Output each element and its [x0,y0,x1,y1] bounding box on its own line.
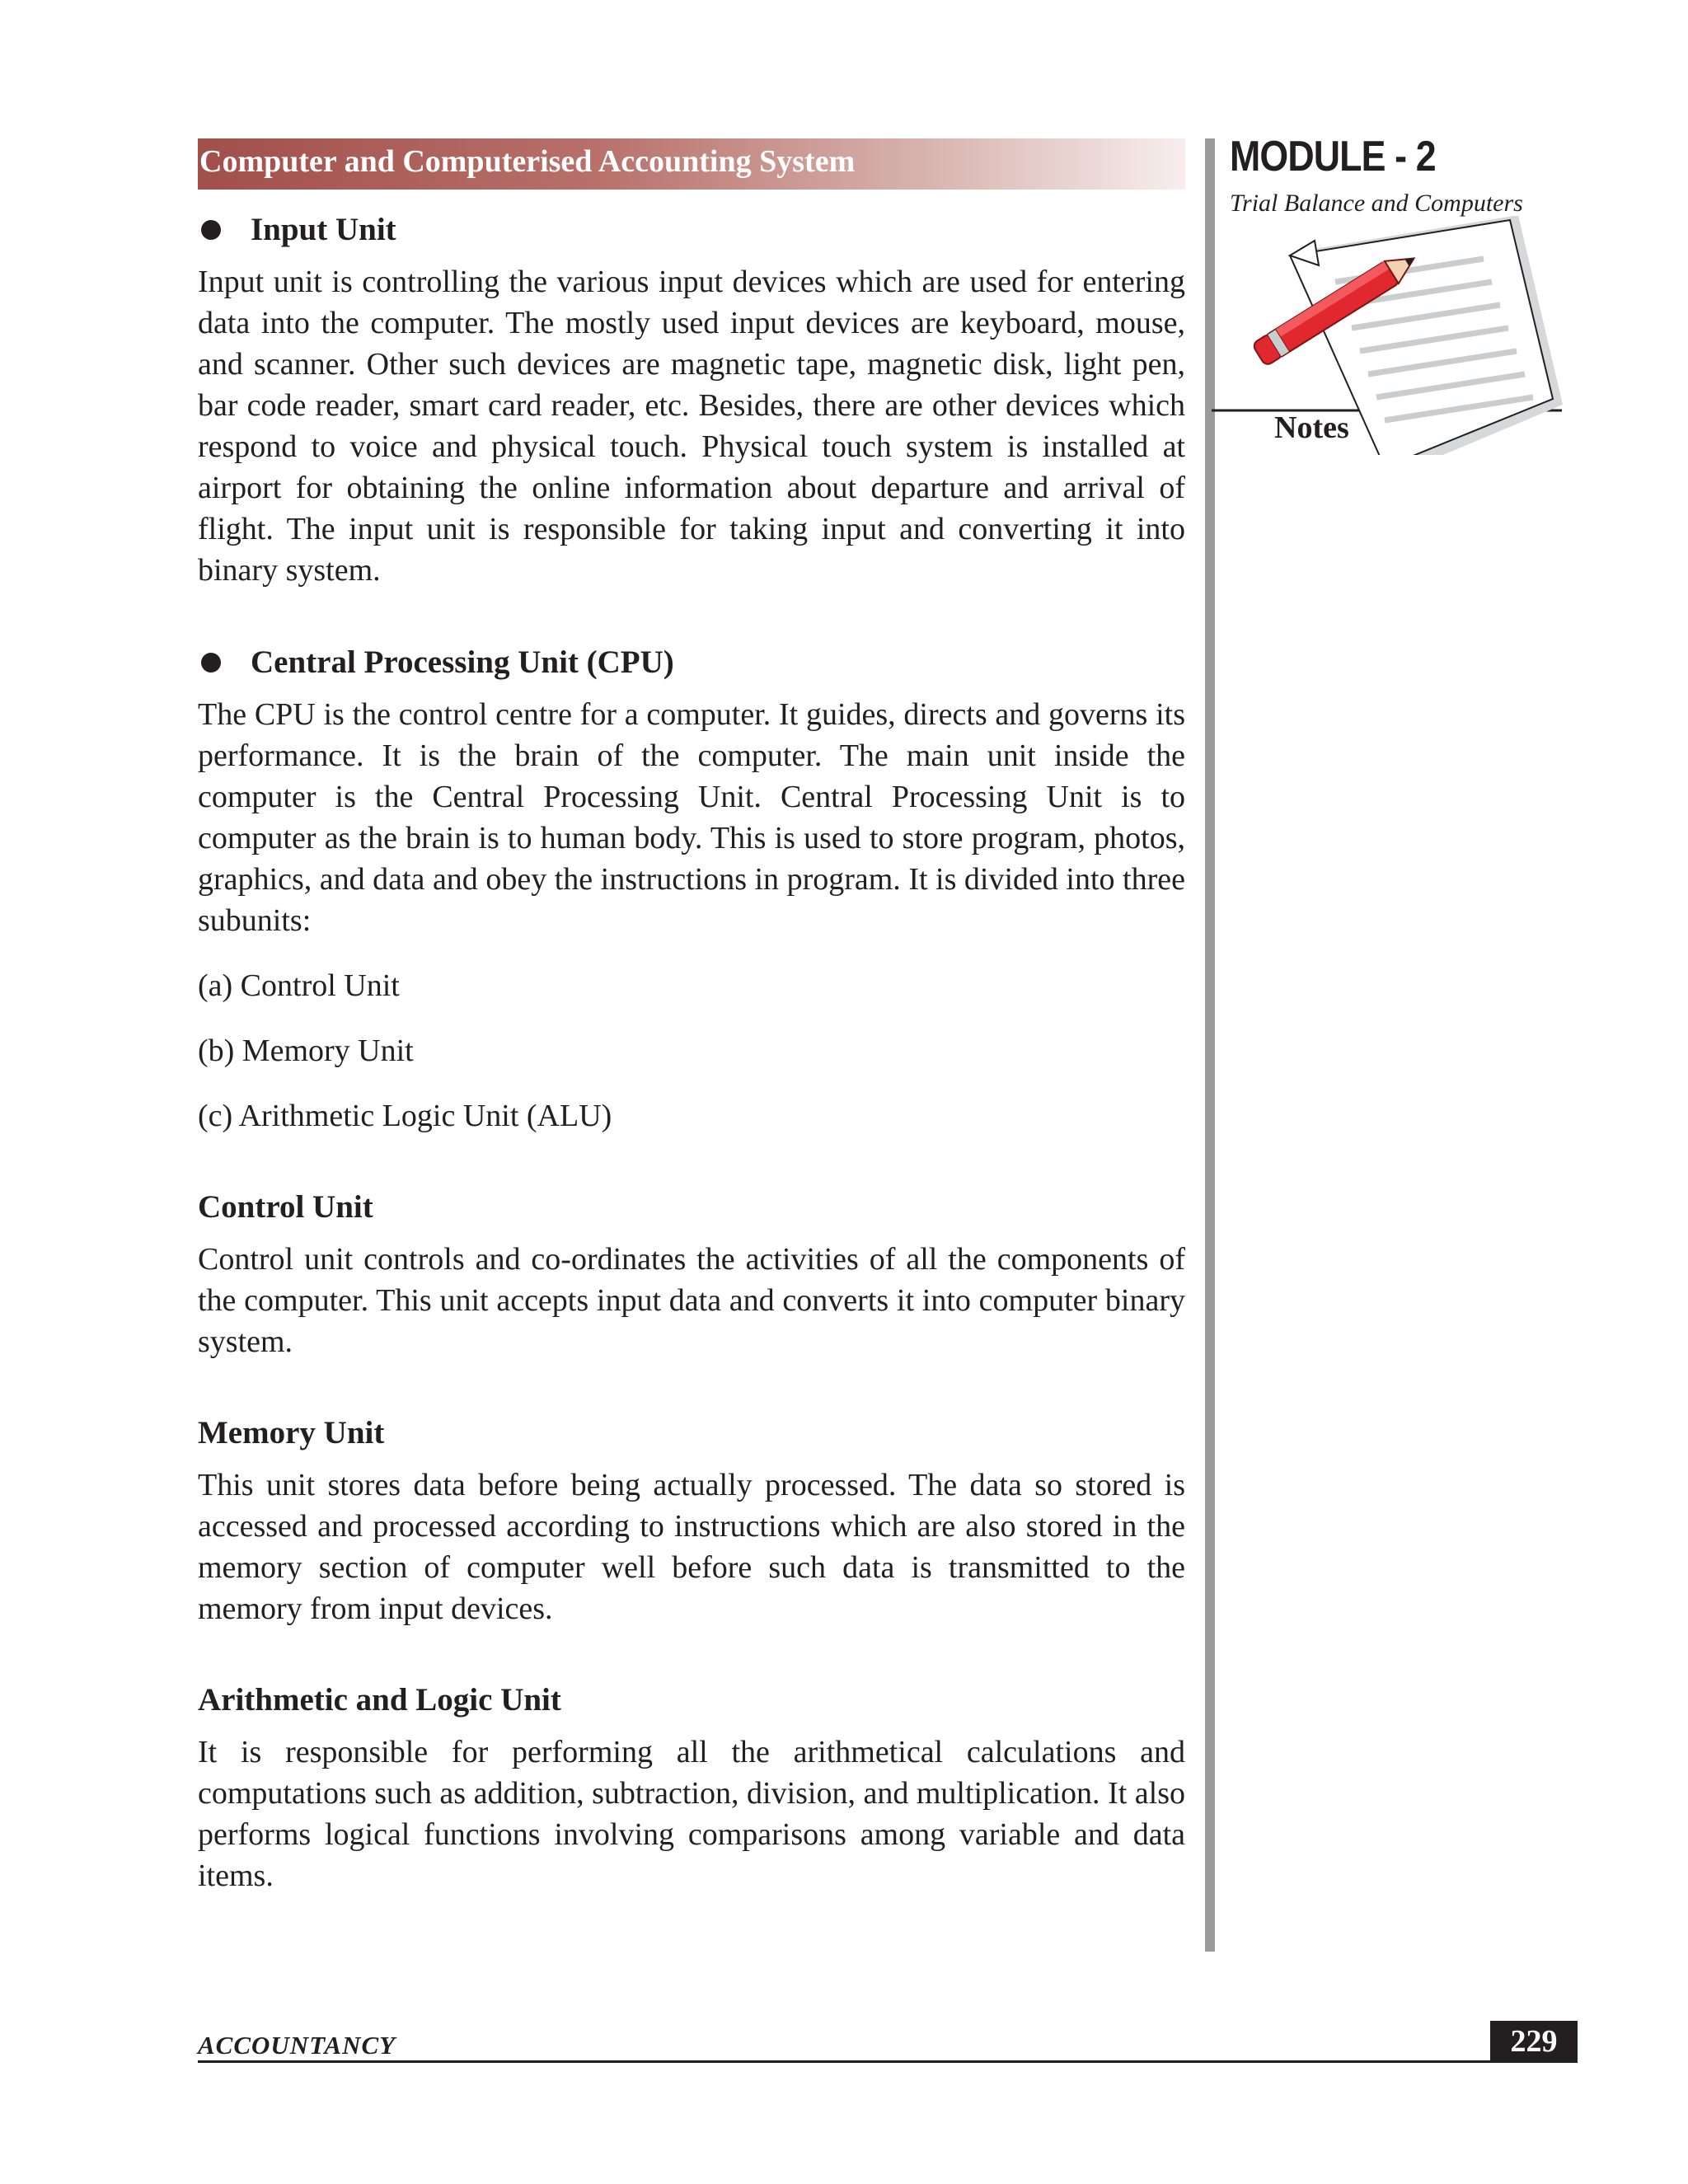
chapter-title: Computer and Computerised Accounting System [199,144,856,179]
chapter-title-band [198,138,1185,190]
section-heading-input-unit [198,210,1185,250]
footer-subject: ACCOUNTANCY [198,2031,396,2060]
section-heading-memory-unit: Memory Unit [198,1415,385,1451]
section-heading-text: Input Unit [251,212,396,247]
list-item: (b) Memory Unit [198,1033,414,1068]
page-number: 229 [1490,2021,1578,2062]
section-heading-cpu [198,643,1185,682]
list-item: (c) Arithmetic Logic Unit (ALU) [198,1099,612,1133]
bullet-dot-icon [201,220,221,240]
footer-rule [198,2060,1578,2063]
list-item: (a) Control Unit [198,968,400,1003]
bullet-dot-icon [201,653,221,673]
section-heading-text: Central Processing Unit (CPU) [251,644,674,680]
paragraph-memory-unit: This unit stores data before being actually processed. The data so stored is accessed and processed according to instructions which are also stored in the memory section of computer well before such data is transmitted to the memory from input devices. [198,1468,1185,1626]
module-subtitle: Trial Balance and Computers [1230,190,1523,217]
module-title: MODULE - 2 [1230,133,1436,180]
section-heading-control-unit: Control Unit [198,1189,373,1225]
notepad-pencil-icon [1212,216,1582,455]
paragraph-input-unit: Input unit is controlling the various input devices which are used for entering data into the computer. The mostly used input devices are keyboard, mouse, and scanner. Other such devices are magnetic tape, magnetic disk, light pen, bar code reader, smart card reader, etc. Besides, there are other devices which respond to voice and physical touch. Physical touch system is installed at airport for obtaining the online information about departure and arrival of flight. The input unit is responsible for taking input and converting it into binary system. [198,265,1185,588]
section-heading-alu: Arithmetic and Logic Unit [198,1682,561,1718]
notes-label: Notes [1274,410,1349,445]
paragraph-control-unit: Control unit controls and co-ordinates the activities of all the components of the computer. This unit accepts input data and converts it into computer binary system. [198,1242,1185,1359]
main-content [198,210,1185,1896]
paragraph-cpu: The CPU is the control centre for a computer. It guides, directs and governs its performance. It is the brain of the computer. The main unit inside the computer is the Central Processing Unit. Central Processing Unit is to computer as the brain is to human body. This is used to store program, photos, graphics, and data and obey the instructions in program. It is divided into three subunits: [198,697,1185,938]
paragraph-alu: It is responsible for performing all the arithmetical calculations and computations such as addition, subtraction, division, and multiplication. It also performs logical functions involving comparisons among variable and data items. [198,1735,1185,1893]
